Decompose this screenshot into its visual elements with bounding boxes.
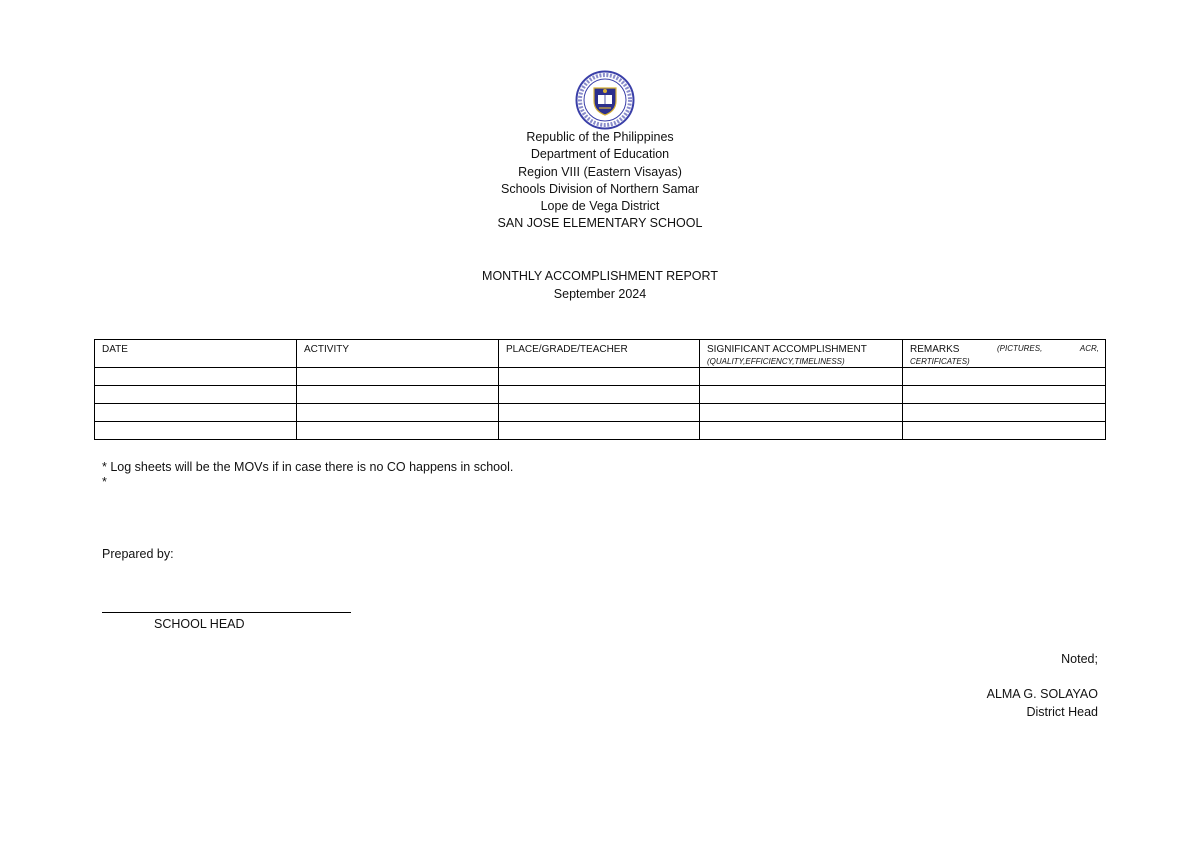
table-cell-accomplishment: [700, 368, 903, 386]
table-cell-date: [95, 422, 297, 440]
table-row: [95, 368, 1106, 386]
district-head-name: ALMA G. SOLAYAO: [986, 687, 1098, 701]
district-head-signature: [987, 686, 1098, 721]
column-header-activity: ACTIVITY: [297, 340, 499, 368]
table-header-row: [95, 340, 1106, 368]
letterhead-school: SAN JOSE ELEMENTARY SCHOOL: [497, 216, 703, 231]
table-cell-accomplishment: [700, 422, 903, 440]
deped-seal-icon: [575, 70, 635, 130]
remarks-header-label: REMARKS: [910, 344, 960, 355]
remarks-header-note-c: CERTIFICATES): [910, 357, 970, 366]
table-cell-place: [499, 404, 700, 422]
letterhead-district: Lope de Vega District: [540, 199, 660, 214]
remarks-header-note-b: ACR,: [1079, 344, 1099, 353]
table-cell-place: [499, 422, 700, 440]
column-header-place: PLACE/GRADE/TEACHER: [499, 340, 700, 368]
accomplishment-table: [94, 339, 1106, 440]
notes-block: [102, 460, 513, 490]
note-line: *: [102, 475, 107, 489]
letterhead-division: Schools Division of Northern Samar: [501, 181, 699, 196]
table-cell-date: [95, 386, 297, 404]
table-cell-accomplishment: [700, 386, 903, 404]
letterhead: [0, 129, 1200, 233]
table-cell-place: [499, 386, 700, 404]
table-cell-activity: [297, 368, 499, 386]
column-header-accomplishment: [700, 340, 903, 368]
table-cell-remarks: [903, 404, 1106, 422]
table-cell-remarks: [903, 368, 1106, 386]
report-period: September 2024: [553, 286, 647, 301]
prepared-by-label: Prepared by:: [102, 547, 174, 561]
table-row: [95, 404, 1106, 422]
school-head-label: SCHOOL HEAD: [154, 617, 245, 631]
noted-label: Noted;: [1061, 652, 1098, 666]
table-cell-activity: [297, 404, 499, 422]
district-head-title: District Head: [1026, 704, 1098, 719]
letterhead-region: Region VIII (Eastern Visayas): [518, 164, 682, 179]
table-cell-date: [95, 368, 297, 386]
accomplishment-header-label: SIGNIFICANT ACCOMPLISHMENT: [707, 344, 867, 355]
report-title: MONTHLY ACCOMPLISHMENT REPORT: [482, 269, 718, 283]
letterhead-country: Republic of the Philippines: [526, 130, 674, 144]
column-header-date: DATE: [95, 340, 297, 368]
table-row: [95, 422, 1106, 440]
table-row: [95, 386, 1106, 404]
table-cell-activity: [297, 422, 499, 440]
table-cell-date: [95, 404, 297, 422]
table-cell-remarks: [903, 386, 1106, 404]
column-header-remarks: [903, 340, 1106, 368]
report-title-block: [0, 268, 1200, 303]
letterhead-department: Department of Education: [530, 147, 670, 162]
table-cell-place: [499, 368, 700, 386]
table-cell-remarks: [903, 422, 1106, 440]
remarks-header-note-a: (PICTURES,: [996, 344, 1043, 353]
table-cell-activity: [297, 386, 499, 404]
table-cell-accomplishment: [700, 404, 903, 422]
accomplishment-header-note: (QUALITY,EFFICIENCY,TIMELINESS): [707, 357, 845, 366]
signature-line: [102, 612, 351, 613]
note-line: * Log sheets will be the MOVs if in case there is no CO happens in school.: [102, 460, 514, 474]
